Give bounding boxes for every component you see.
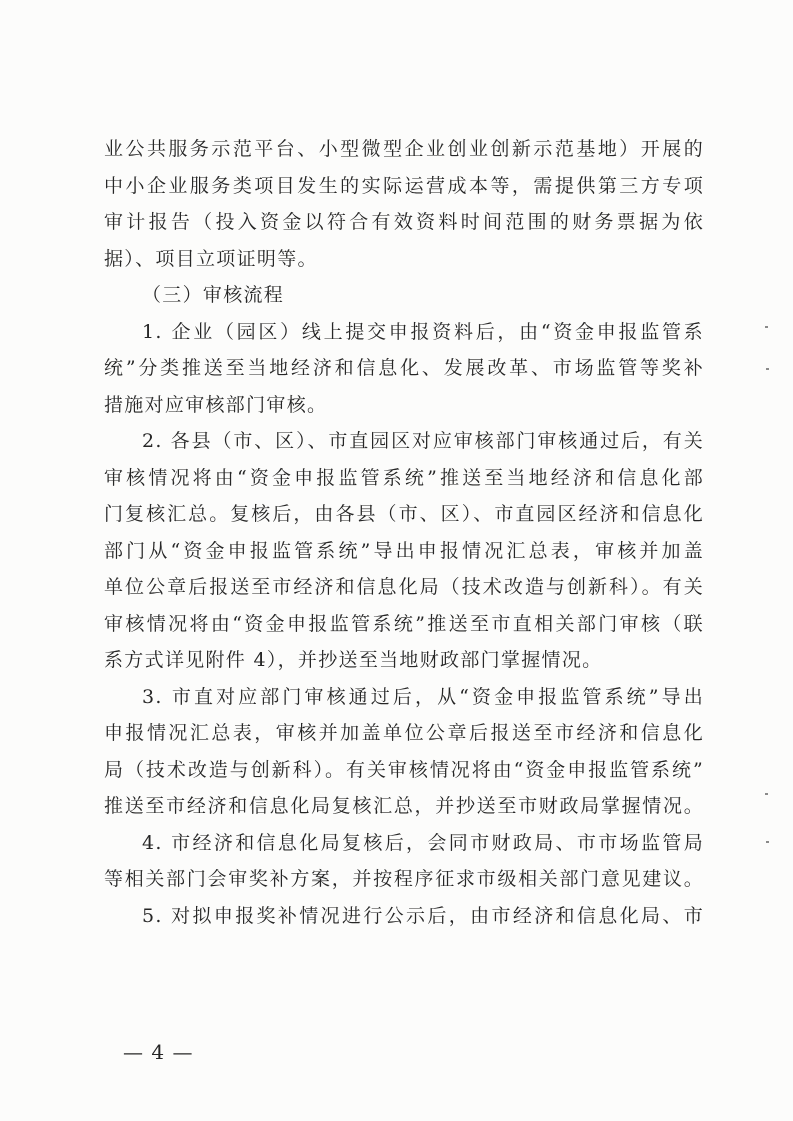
body-line: 2. 各县（市、区）、市直园区对应审核部门审核通过后，有关 xyxy=(142,430,704,452)
body-line: 审核情况将由“资金申报监管系统”推送至市直相关部门审核（联 xyxy=(104,612,704,635)
body-line: 单位公章后报送至市经济和信息化局（技术改造与创新科）。有关 xyxy=(104,576,704,598)
body-line: 申报情况汇总表，审核并加盖单位公章后报送至市经济和信息化 xyxy=(104,722,704,744)
body-line: 门复核汇总。复核后，由各县（市、区）、市直园区经济和信息化 xyxy=(104,503,704,525)
body-line: 3. 市直对应部门审核通过后，从“资金申报监管系统”导出 xyxy=(142,685,704,708)
scan-speck xyxy=(765,326,768,328)
body-line: 4. 市经济和信息化局复核后，会同市财政局、市市场监管局 xyxy=(142,831,704,854)
body-line: 中小企业服务类项目发生的实际运营成本等，需提供第三方专项 xyxy=(104,174,704,197)
body-line: 1. 企业（园区）线上提交申报资料后，由“资金申报监管系 xyxy=(142,320,704,343)
body-line: 审核情况将由“资金申报监管系统”推送至当地经济和信息化部 xyxy=(104,466,704,489)
body-line: 系方式详见附件 4），并抄送至当地财政部门掌握情况。 xyxy=(104,649,603,671)
body-line: 局（技术改造与创新科）。有关审核情况将由“资金申报监管系统” xyxy=(104,758,704,781)
page-number: — 4 — xyxy=(123,1040,194,1064)
document-body xyxy=(104,131,704,934)
body-line: 5. 对拟申报奖补情况进行公示后，由市经济和信息化局、市 xyxy=(142,904,704,927)
scan-speck xyxy=(766,841,769,843)
scan-speck xyxy=(765,793,768,795)
body-line: 措施对应审核部门审核。 xyxy=(104,393,328,416)
body-line: 等相关部门会审奖补方案，并按程序征求市级相关部门意见建议。 xyxy=(104,868,704,890)
scan-speck xyxy=(766,368,769,370)
body-line: 推送至市经济和信息化局复核汇总，并抄送至市财政局掌握情况。 xyxy=(104,795,704,817)
body-line: 审计报告（投入资金以符合有效资料时间范围的财务票据为依 xyxy=(104,211,704,233)
body-line: 统”分类推送至当地经济和信息化、发展改革、市场监管等奖补 xyxy=(104,357,704,379)
body-line: 据）、项目立项证明等。 xyxy=(104,247,318,270)
body-line: 部门从“资金申报监管系统”导出申报情况汇总表，审核并加盖 xyxy=(104,539,704,562)
body-line: 业公共服务示范平台、小型微型企业创业创新示范基地）开展的 xyxy=(104,138,704,160)
section-heading: （三）审核流程 xyxy=(142,284,285,306)
